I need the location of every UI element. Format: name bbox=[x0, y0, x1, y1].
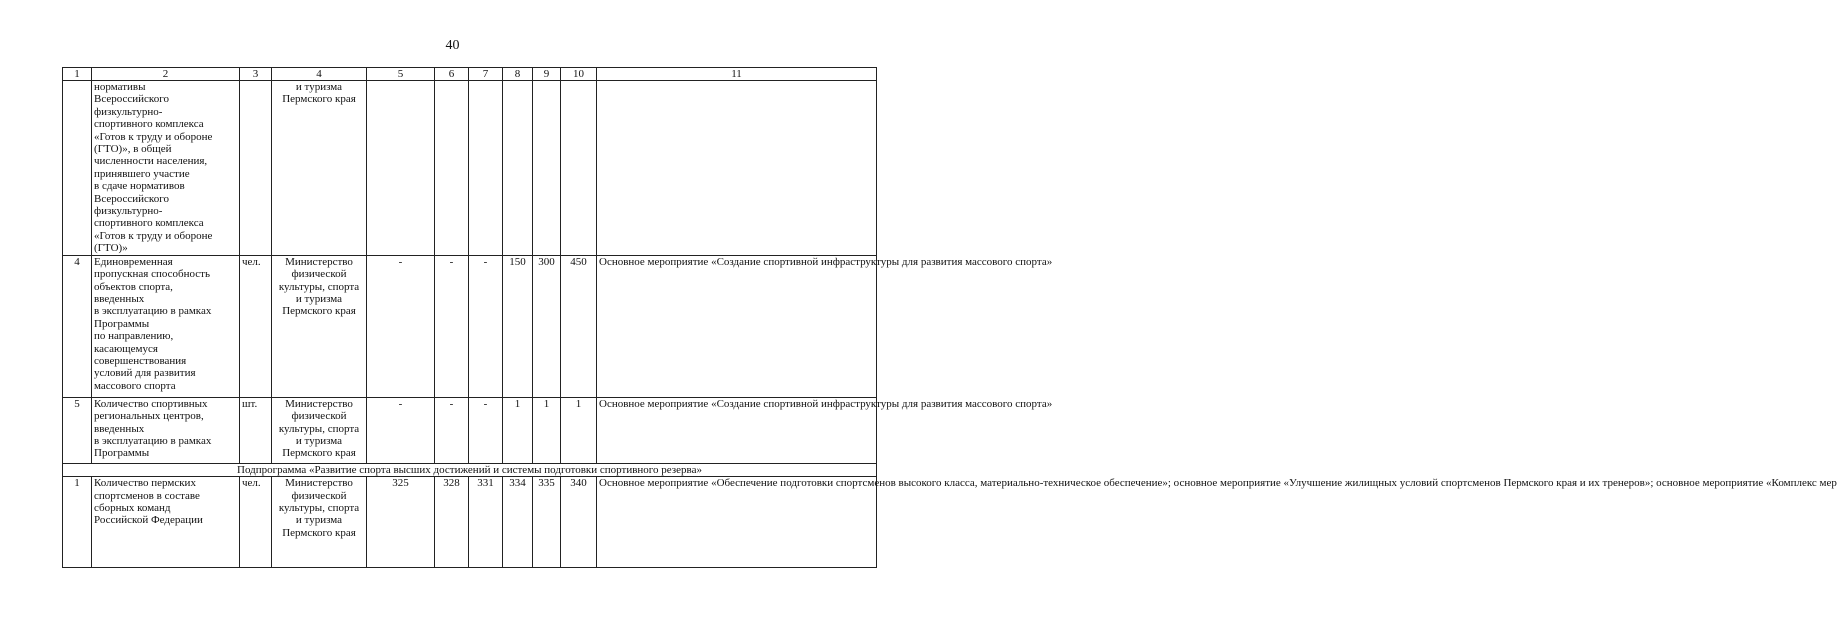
value-cell: 328 bbox=[435, 477, 469, 568]
executor-cell: и туризма Пермского края bbox=[272, 81, 367, 256]
executor-cell: Министерство физической культуры, спорта и туризма Пермского края bbox=[272, 255, 367, 397]
value-cell: 1 bbox=[561, 397, 597, 463]
row-number: 1 bbox=[63, 477, 92, 568]
indicator-name: Количество пермских спортсменов в составе сборных команд Российской Федерации bbox=[92, 477, 240, 568]
unit-cell bbox=[240, 81, 272, 256]
value-cell: 325 bbox=[367, 477, 435, 568]
value-cell bbox=[503, 81, 533, 256]
event-cell: Основное мероприятие «Создание спортивной инфраструктуры для развития массового спорта» bbox=[597, 397, 877, 463]
subprogram-row bbox=[63, 463, 877, 476]
page-number: 40 bbox=[445, 38, 460, 53]
subprogram-title: Подпрограмма «Развитие спорта высших достижений и системы подготовки спортивного резерва» bbox=[63, 463, 877, 476]
executor-cell: Министерство физической культуры, спорта и туризма Пермского края bbox=[272, 477, 367, 568]
event-cell bbox=[597, 81, 877, 256]
value-cell bbox=[367, 81, 435, 256]
column-header: 4 bbox=[272, 68, 367, 81]
value-cell bbox=[435, 81, 469, 256]
column-header: 6 bbox=[435, 68, 469, 81]
indicator-name: Единовременная пропускная способность объектов спорта, введенных в эксплуатацию в рамках Программы по направлению, касающемуся совершенствования условий для развития массового спорта bbox=[92, 255, 240, 397]
value-cell: - bbox=[367, 255, 435, 397]
unit-cell: чел. bbox=[240, 477, 272, 568]
column-header: 1 bbox=[63, 68, 92, 81]
row-number: 5 bbox=[63, 397, 92, 463]
value-cell: 335 bbox=[533, 477, 561, 568]
value-cell bbox=[469, 81, 503, 256]
executor-cell: Министерство физической культуры, спорта и туризма Пермского края bbox=[272, 397, 367, 463]
indicator-name: Количество спортивных региональных центров, введенных в эксплуатацию в рамках Программы bbox=[92, 397, 240, 463]
value-cell: 334 bbox=[503, 477, 533, 568]
table-row bbox=[63, 255, 877, 397]
event-cell: Основное мероприятие «Обеспечение подготовки спортсменов высокого класса, материально-техническое обеспечение»; основное мероприятие «Улучшение жилищных условий спортсменов Пермского края и их тренеров»; основное мероприятие «Комплекс мер bbox=[597, 477, 877, 568]
value-cell: 1 bbox=[503, 397, 533, 463]
value-cell: 1 bbox=[533, 397, 561, 463]
row-number bbox=[63, 81, 92, 256]
value-cell bbox=[533, 81, 561, 256]
table-row bbox=[63, 81, 877, 256]
table-row bbox=[63, 397, 877, 463]
table-row bbox=[63, 477, 877, 568]
column-header: 8 bbox=[503, 68, 533, 81]
value-cell: 300 bbox=[533, 255, 561, 397]
value-cell: 450 bbox=[561, 255, 597, 397]
row-number: 4 bbox=[63, 255, 92, 397]
indicators-table bbox=[62, 67, 1837, 568]
column-header: 2 bbox=[92, 68, 240, 81]
column-header: 11 bbox=[597, 68, 877, 81]
column-header: 7 bbox=[469, 68, 503, 81]
value-cell bbox=[561, 81, 597, 256]
value-cell: - bbox=[469, 255, 503, 397]
unit-cell: чел. bbox=[240, 255, 272, 397]
value-cell: 331 bbox=[469, 477, 503, 568]
column-header: 9 bbox=[533, 68, 561, 81]
value-cell: - bbox=[367, 397, 435, 463]
value-cell: - bbox=[435, 397, 469, 463]
column-header: 10 bbox=[561, 68, 597, 81]
value-cell: - bbox=[469, 397, 503, 463]
event-cell: Основное мероприятие «Создание спортивной инфраструктуры для развития массового спорта» bbox=[597, 255, 877, 397]
indicator-name: нормативы Всероссийского физкультурно- спортивного комплекса «Готов к труду и обороне (ГТО)», в общей численности населения, принявшего участие в сдаче нормативов Всероссийского физкультурно- спортивного комплекса «Готов к труду и обороне (ГТО)» bbox=[92, 81, 240, 256]
unit-cell: шт. bbox=[240, 397, 272, 463]
value-cell: - bbox=[435, 255, 469, 397]
column-header: 5 bbox=[367, 68, 435, 81]
value-cell: 340 bbox=[561, 477, 597, 568]
column-number-row bbox=[63, 68, 877, 81]
column-header: 3 bbox=[240, 68, 272, 81]
value-cell: 150 bbox=[503, 255, 533, 397]
